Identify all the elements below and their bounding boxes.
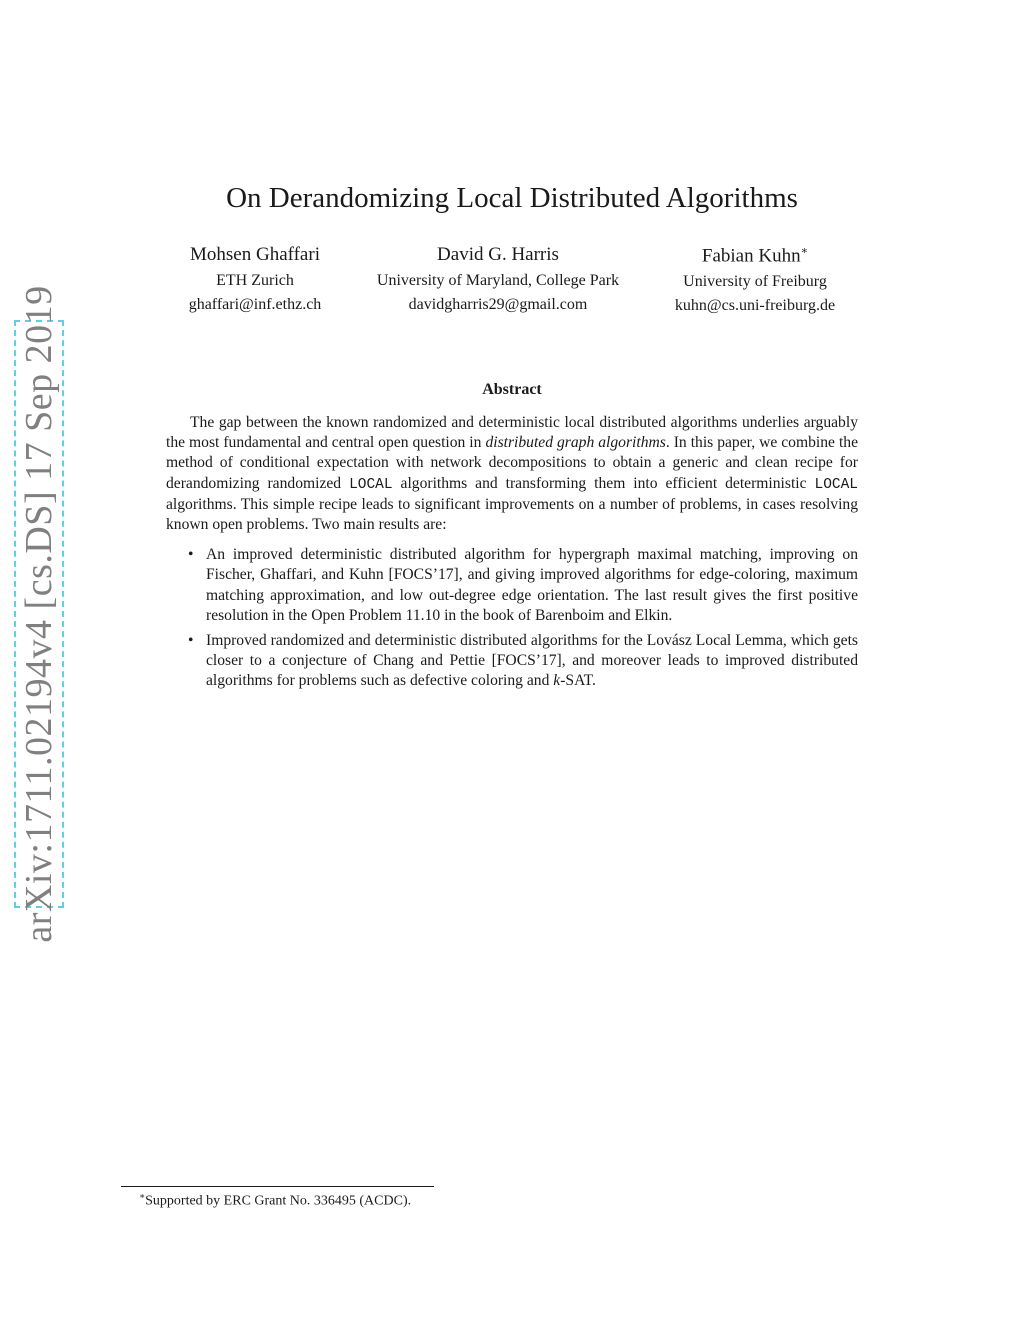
author-block-1 bbox=[155, 244, 355, 314]
footnote-marker: ∗ bbox=[139, 1191, 146, 1201]
local-model-name: LOCAL bbox=[814, 476, 859, 493]
abstract-paragraph: The gap between the known randomized and deterministic local distributed algorithms underlies arguably the most fundamental and central open question in distributed graph algorithms. In this paper, we combine the method of conditional expectation with network decompositions to obtain a generic and clean recipe for derandomizing randomized LOCAL algorithms and transforming them into efficient deterministic LOCAL algorithms. This simple recipe leads to significant improvements on a number of problems, in cases resolving known open problems. Two main results are: bbox=[166, 414, 859, 534]
author-email[interactable]: ghaffari@inf.ethz.ch bbox=[188, 296, 322, 313]
author-block-3 bbox=[645, 244, 865, 315]
author-name: Mohsen Ghaffari bbox=[190, 244, 320, 265]
author-affiliation: ETH Zurich bbox=[216, 272, 294, 289]
author-email[interactable]: davidgharris29@gmail.com bbox=[408, 296, 588, 313]
footnote bbox=[139, 1191, 411, 1210]
bullet-icon: • bbox=[188, 546, 194, 564]
bullet-icon: • bbox=[188, 632, 194, 650]
author-email[interactable]: kuhn@cs.uni-freiburg.de bbox=[674, 297, 836, 315]
author-block-2 bbox=[358, 244, 638, 314]
local-model-name: LOCAL bbox=[349, 476, 393, 493]
abstract-body bbox=[166, 413, 858, 697]
footnote-divider bbox=[121, 1186, 434, 1187]
author-name: Fabian Kuhn∗ bbox=[701, 245, 809, 267]
math-variable: k bbox=[553, 672, 561, 690]
author-name: David G. Harris bbox=[437, 244, 559, 265]
abstract-heading: Abstract bbox=[482, 381, 542, 398]
arxiv-stamp bbox=[14, 285, 64, 943]
arxiv-identifier: arXiv:1711.02194v4 [cs.DS] 17 Sep 2019 bbox=[18, 285, 60, 943]
results-list bbox=[166, 545, 858, 691]
emphasis-text: distributed graph algorithms bbox=[485, 434, 666, 452]
list-item: • Improved randomized and deterministic distributed algorithms for the Lovász Local Lemma, which gets closer to a conjecture of Chang and Pettie [FOCS’17], and moreover leads to improved distributed algorithms for problems such as defective coloring and k-SAT. bbox=[188, 632, 858, 690]
paper-title: On Derandomizing Local Distributed Algorithms bbox=[226, 182, 798, 214]
author-affiliation: University of Freiburg bbox=[683, 273, 827, 291]
list-item: • An improved deterministic distributed algorithm for hypergraph maximal matching, improving on Fischer, Ghaffari, and Kuhn [FOCS’17], and giving improved algorithms for edge-coloring, maximum matching approximation, and low out-degree edge orientation. The last result gives the first positive resolution in the Open Problem 11.10 in the book of Barenboim and Elkin. bbox=[188, 546, 858, 624]
footnote-text: Supported by ERC Grant No. 336495 (ACDC). bbox=[145, 1193, 412, 1209]
footnote-marker: ∗ bbox=[800, 245, 809, 257]
author-affiliation: University of Maryland, College Park bbox=[376, 272, 620, 289]
